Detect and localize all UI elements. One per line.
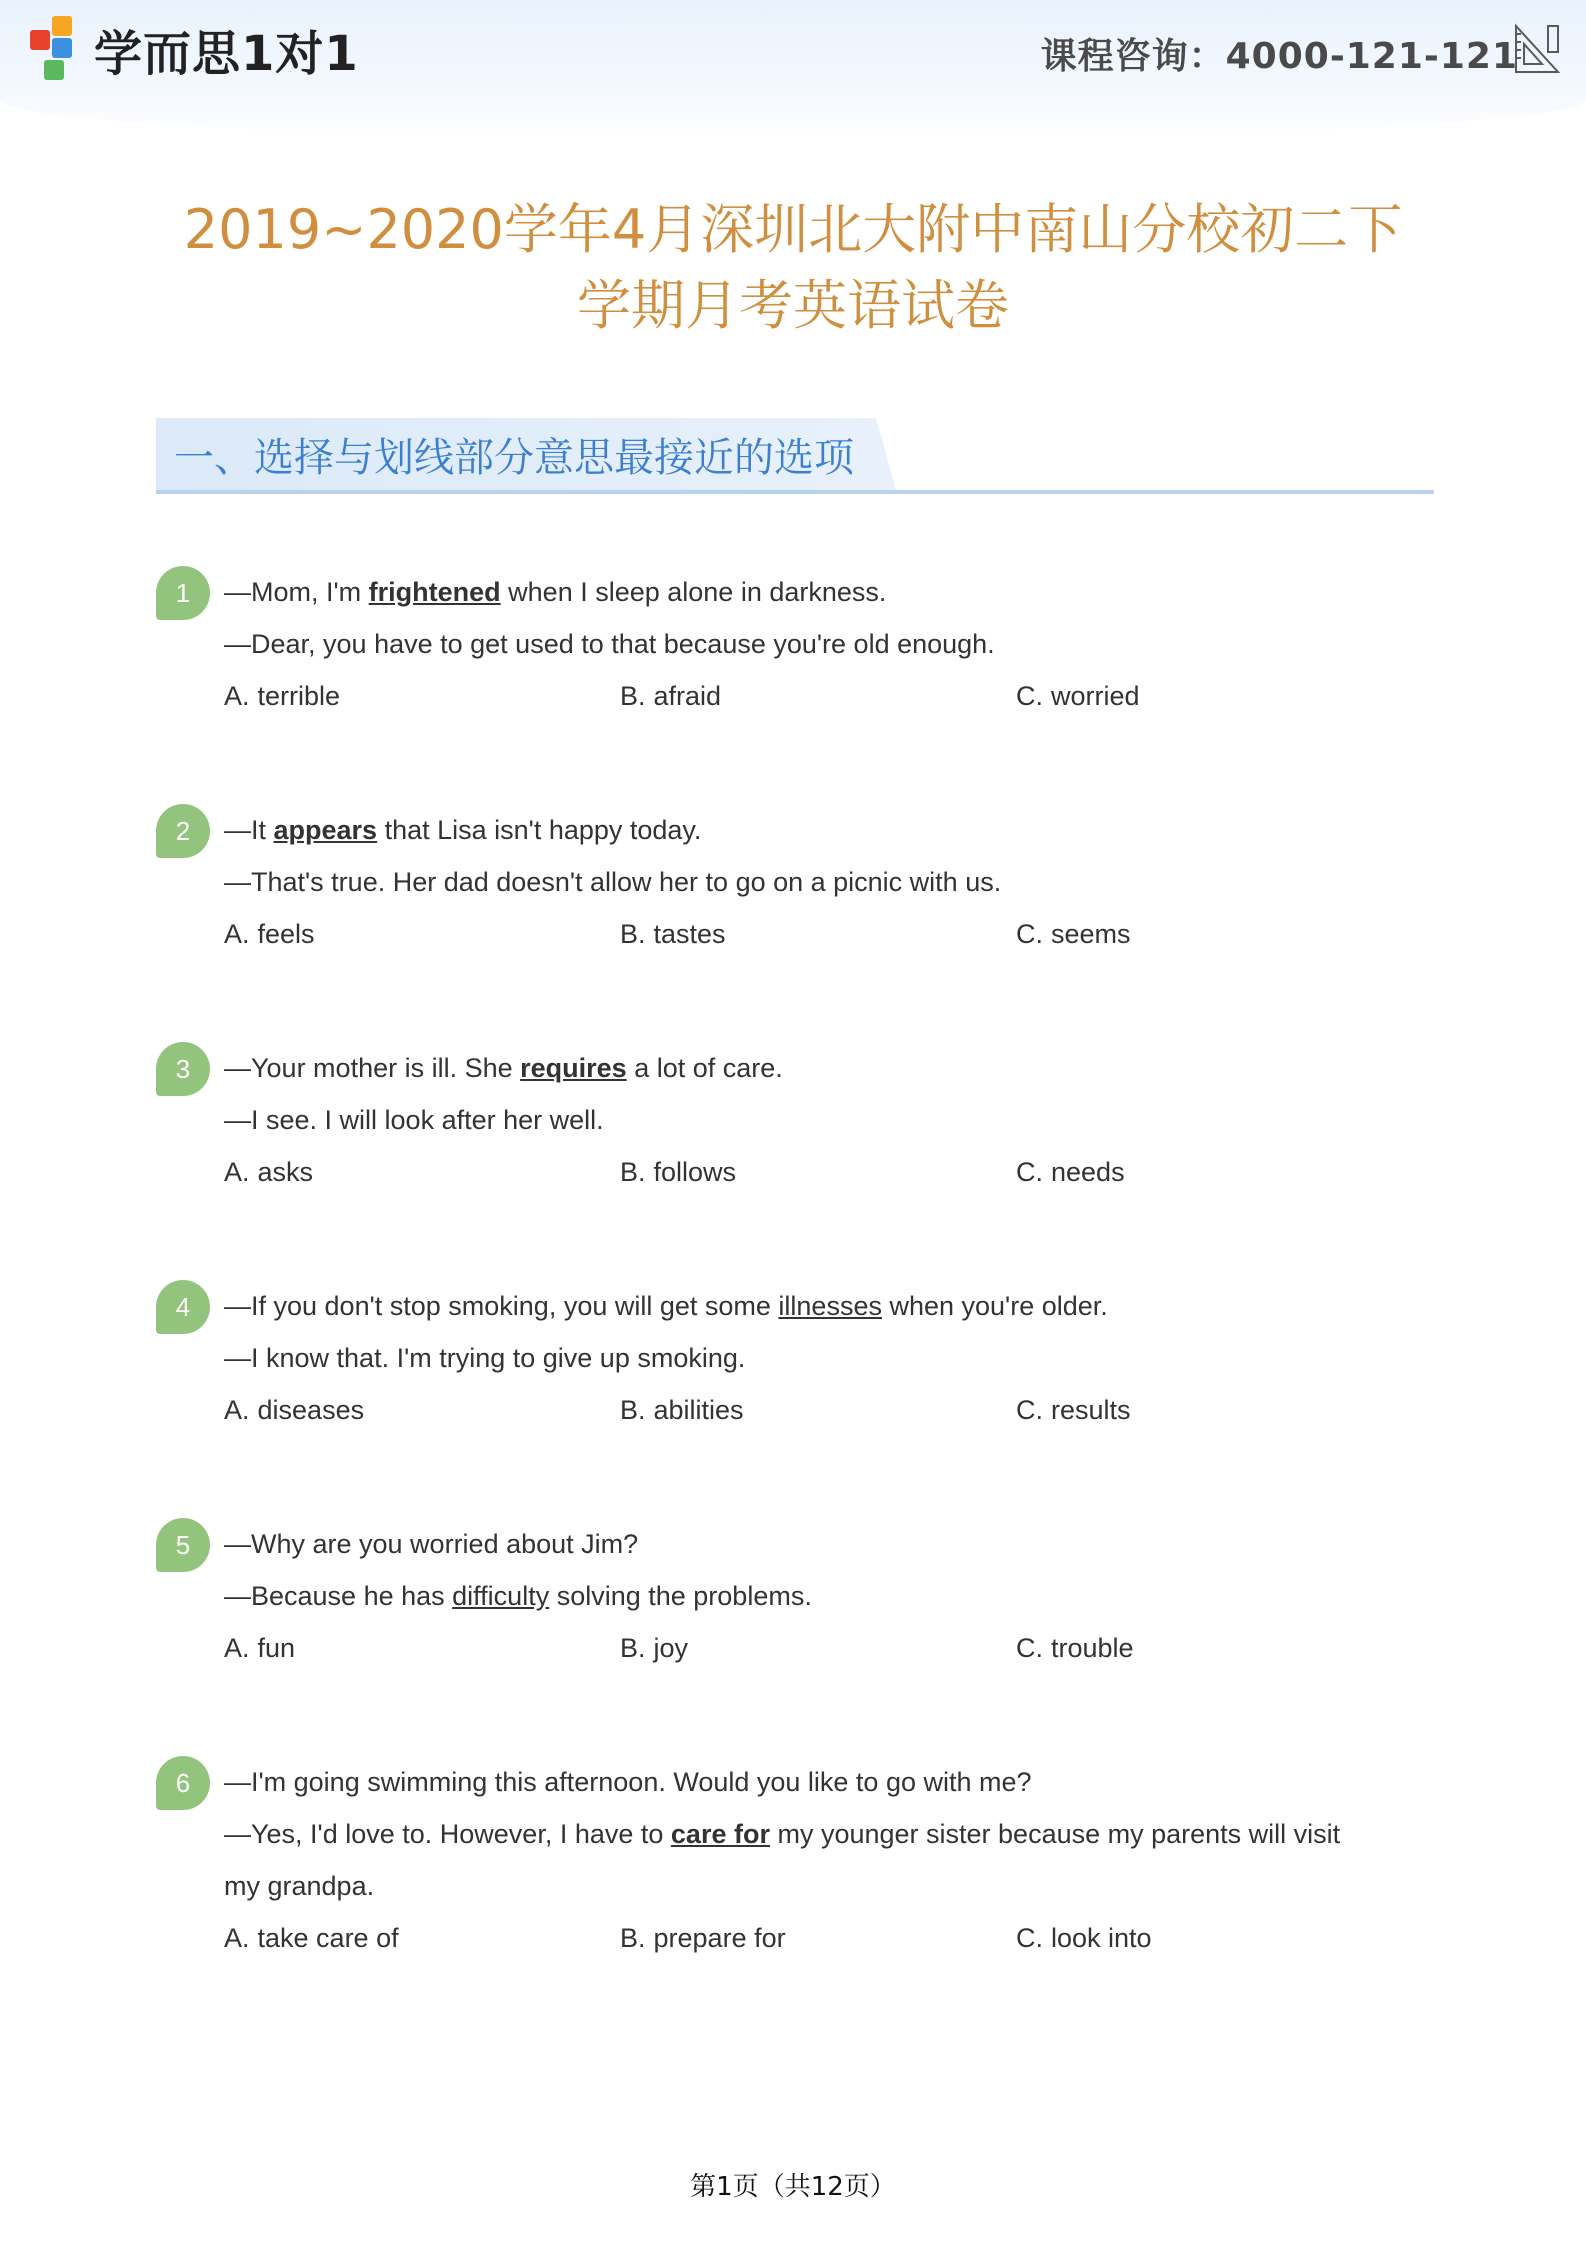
answer-options [224, 1912, 1384, 1964]
answer-options [224, 1146, 1384, 1198]
dialogue-line: my grandpa. [224, 1871, 375, 1901]
answer-options [224, 908, 1384, 960]
page-number: 第1页（共12页） [690, 2172, 896, 2202]
question-body [224, 1042, 1384, 1198]
brand-name: 学而思1对1 [94, 25, 359, 82]
option-c[interactable]: C. trouble [1016, 1633, 1134, 1663]
underlined-word: frightened [368, 577, 501, 607]
exam-title-line1: 2019~2020学年4月深圳北大附中南山分校初二下 [183, 198, 1403, 261]
option-a[interactable]: A. diseases [224, 1395, 365, 1425]
answer-options [224, 1622, 1384, 1674]
option-b[interactable]: B. follows [620, 1157, 737, 1187]
dialogue-line: —Yes, I'd love to. However, I have to care for my younger sister because my parents will visit [224, 1819, 1341, 1849]
logo-mark-icon [30, 16, 82, 82]
question-number-badge: 1 [156, 566, 210, 620]
option-b[interactable]: B. prepare for [620, 1923, 786, 1953]
dialogue-line: —If you don't stop smoking, you will get some illnesses when you're older. [224, 1291, 1108, 1321]
dialogue-line: —Dear, you have to get used to that because you're old enough. [224, 629, 995, 659]
option-c[interactable]: C. results [1016, 1395, 1131, 1425]
underlined-word: care for [670, 1819, 770, 1849]
underlined-word: appears [273, 815, 378, 845]
question-number-badge: 5 [156, 1518, 210, 1572]
section-heading: 一、选择与划线部分意思最接近的选项 [174, 435, 854, 481]
underlined-word: illnesses [778, 1291, 882, 1321]
answer-options [224, 670, 1384, 722]
option-b[interactable]: B. afraid [620, 681, 722, 711]
option-a[interactable]: A. feels [224, 919, 315, 949]
section-banner [156, 418, 1434, 494]
exam-title-line2: 学期月考英语试卷 [577, 274, 1009, 337]
option-c[interactable]: C. worried [1016, 681, 1140, 711]
exam-title [160, 192, 1426, 344]
dialogue-line: —Because he has difficulty solving the problems. [224, 1581, 812, 1611]
dialogue-line: —I'm going swimming this afternoon. Would you like to go with me? [224, 1767, 1032, 1797]
dialogue-line: —It appears that Lisa isn't happy today. [224, 815, 702, 845]
ruler-triangle-icon [1512, 22, 1562, 76]
option-c[interactable]: C. needs [1016, 1157, 1125, 1187]
brand-logo [30, 14, 359, 84]
question-body [224, 566, 1384, 722]
option-c[interactable]: C. look into [1016, 1923, 1152, 1953]
option-a[interactable]: A. terrible [224, 681, 341, 711]
option-b[interactable]: B. joy [620, 1633, 689, 1663]
question-number-badge: 6 [156, 1756, 210, 1810]
option-b[interactable]: B. tastes [620, 919, 726, 949]
option-b[interactable]: B. abilities [620, 1395, 744, 1425]
option-a[interactable]: A. fun [224, 1633, 296, 1663]
question-body [224, 1518, 1384, 1674]
question-number-badge: 3 [156, 1042, 210, 1096]
dialogue-line: —I know that. I'm trying to give up smoking. [224, 1343, 746, 1373]
option-a[interactable]: A. asks [224, 1157, 314, 1187]
course-hotline: 课程咨询：4000-121-121 [1040, 36, 1518, 77]
option-c[interactable]: C. seems [1016, 919, 1131, 949]
dialogue-line: —That's true. Her dad doesn't allow her to go on a picnic with us. [224, 867, 1002, 897]
underlined-word: requires [520, 1053, 627, 1083]
question-body [224, 1756, 1384, 1964]
answer-options [224, 1384, 1384, 1436]
dialogue-line: —Mom, I'm frightened when I sleep alone in darkness. [224, 577, 887, 607]
dialogue-line: —Your mother is ill. She requires a lot of care. [224, 1053, 783, 1083]
underlined-word: difficulty [452, 1581, 550, 1611]
question-body [224, 1280, 1384, 1436]
option-a[interactable]: A. take care of [224, 1923, 399, 1953]
dialogue-line: —Why are you worried about Jim? [224, 1529, 639, 1559]
question-body [224, 804, 1384, 960]
dialogue-line: —I see. I will look after her well. [224, 1105, 604, 1135]
question-number-badge: 4 [156, 1280, 210, 1334]
question-number-badge: 2 [156, 804, 210, 858]
section-banner-underline [156, 490, 1434, 494]
